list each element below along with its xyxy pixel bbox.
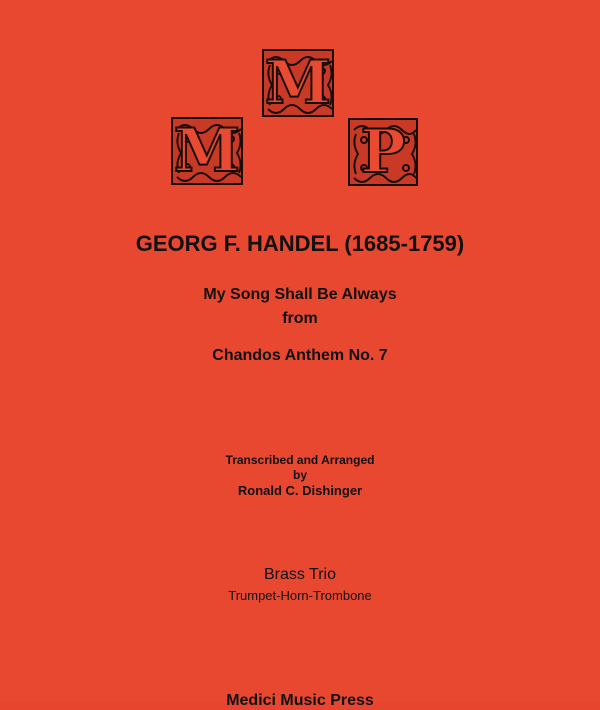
publisher-name: Medici Music Press (226, 692, 374, 709)
logo-letter: M (173, 117, 241, 185)
logo-letter: M (264, 49, 332, 117)
ensemble-instruments: Trumpet-Horn-Trombone (228, 588, 372, 603)
arranger-name: Ronald C. Dishinger (237, 483, 363, 498)
composer-heading: GEORG F. HANDEL (1685-1759) (135, 231, 465, 256)
logo-letter: P (360, 118, 406, 186)
work-source: Chandos Anthem No. 7 (212, 347, 388, 364)
arranger-credit-label: Transcribed and Arranged (225, 453, 375, 467)
work-title-from: from (282, 310, 318, 327)
work-title: My Song Shall Be Always (203, 286, 397, 303)
ensemble-name: Brass Trio (263, 566, 336, 583)
arranger-credit-by: by (292, 468, 307, 482)
publisher-logo-m-top (262, 49, 334, 117)
publisher-logo-m-left (171, 117, 243, 185)
publisher-logo-p (348, 118, 418, 186)
